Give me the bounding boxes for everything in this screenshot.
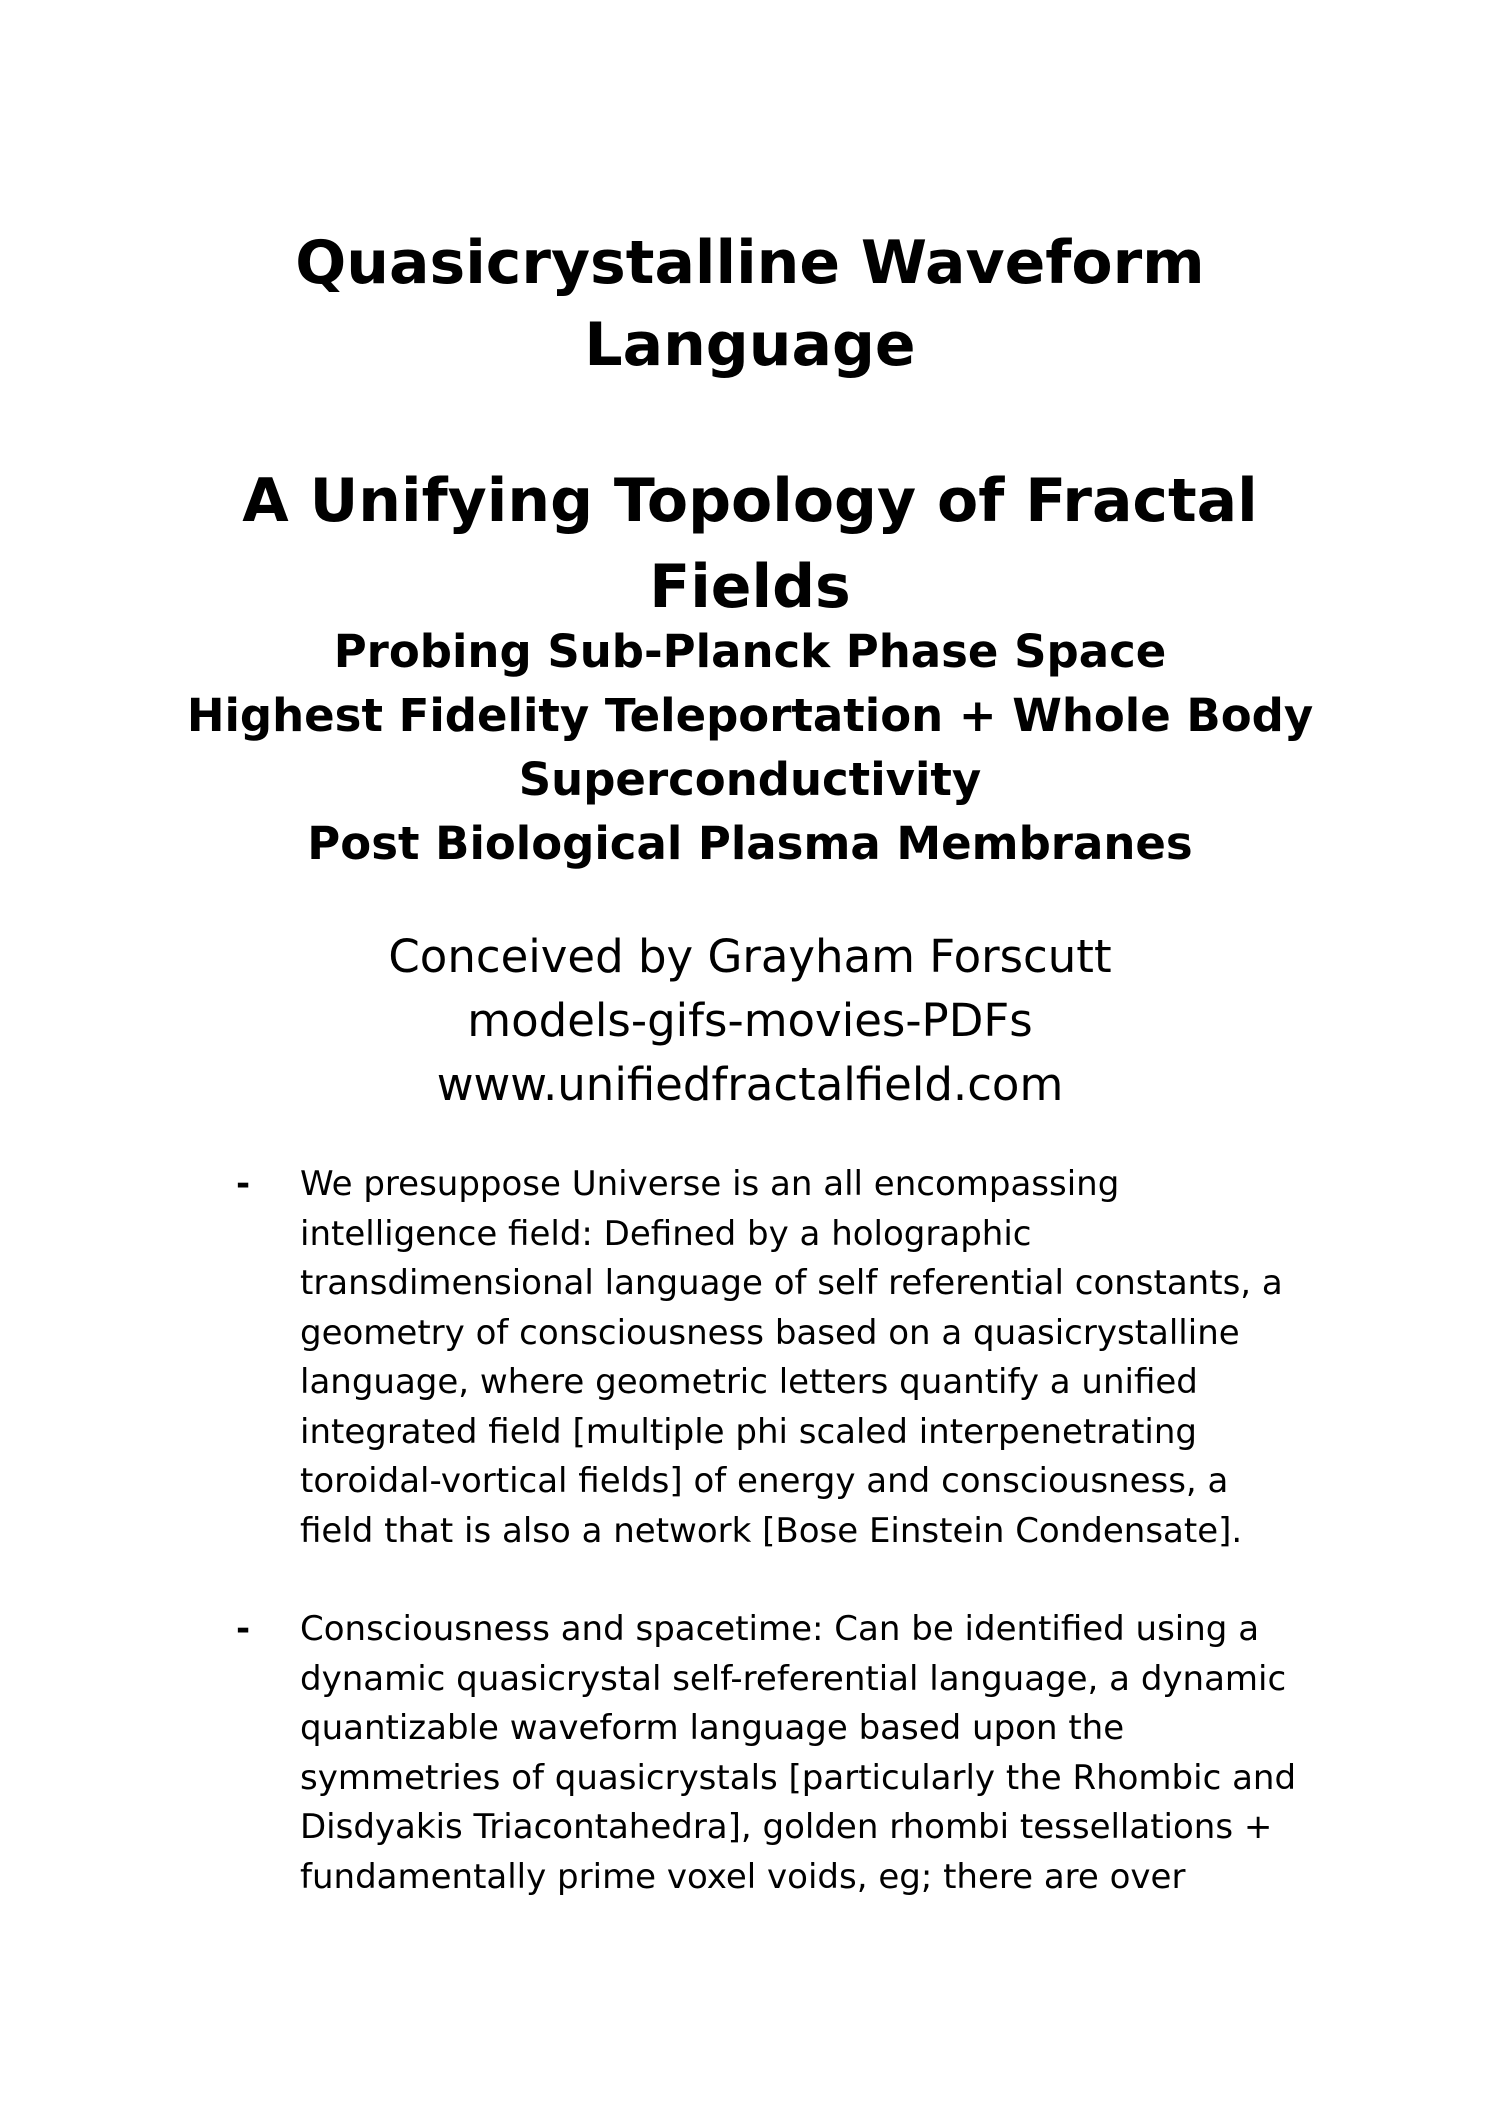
bullet-line: symmetries of quasicrystals [particularly the Rhombic and (300, 1757, 1297, 1798)
bullet-line: toroidal-vortical fields] of energy and consciousness, a (300, 1461, 1229, 1501)
tagline-line: Probing Sub-Planck Phase Space (333, 625, 1167, 678)
bullet-line: dynamic quasicrystal self-referential language, a dynamic (300, 1658, 1287, 1699)
bullet-line: field that is also a network [Bose Einstein Condensate]. (300, 1510, 1243, 1551)
document-tagline (0, 620, 1500, 876)
bullet-line: We presuppose Universe is an all encompassing (300, 1164, 1120, 1204)
media-list: models-gifs-movies-PDFs (467, 994, 1033, 1047)
website-link[interactable]: www.unifiedfractalfield.com (436, 1058, 1064, 1111)
document-subtitle (0, 458, 1500, 630)
bullet-line: geometry of consciousness based on a quasicrystalline (300, 1312, 1240, 1353)
subtitle-line: A Unifying Topology of Fractal (242, 466, 1258, 536)
bullet-marker: - (236, 1609, 251, 1649)
tagline-line: Superconductivity (518, 753, 982, 806)
bullet-line: Consciousness and spacetime: Can be identified using a (300, 1609, 1260, 1649)
bullet-line: Disdyakis Triacontahedra], golden rhombi tessellations + (300, 1807, 1273, 1847)
list-item (0, 1605, 1300, 1902)
bullet-marker: - (236, 1164, 251, 1204)
bullet-line: integrated field [multiple phi scaled interpenetrating (300, 1411, 1197, 1452)
bullet-line: fundamentally prime voxel voids, eg; there are over (300, 1856, 1186, 1897)
list-item (0, 1160, 1300, 1556)
subtitle-line: Fields (649, 552, 851, 622)
bullet-line: quantizable waveform language based upon the (300, 1708, 1125, 1748)
document-title (0, 222, 1500, 386)
tagline-line: Highest Fidelity Teleportation + Whole Body (186, 689, 1314, 742)
tagline-line: Post Biological Plasma Membranes (307, 817, 1193, 870)
author-credit: Conceived by Grayham Forscutt (388, 930, 1112, 983)
title-line: Language (584, 310, 916, 380)
bullet-line: language, where geometric letters quantify a unified (300, 1362, 1198, 1402)
bullet-list (0, 1160, 1500, 1902)
bullet-line: transdimensional language of self referential constants, a (300, 1263, 1283, 1303)
bullet-line: intelligence field: Defined by a holographic (300, 1213, 1032, 1254)
title-line: Quasicrystalline Waveform (295, 228, 1205, 298)
credits-block (0, 925, 1500, 1117)
